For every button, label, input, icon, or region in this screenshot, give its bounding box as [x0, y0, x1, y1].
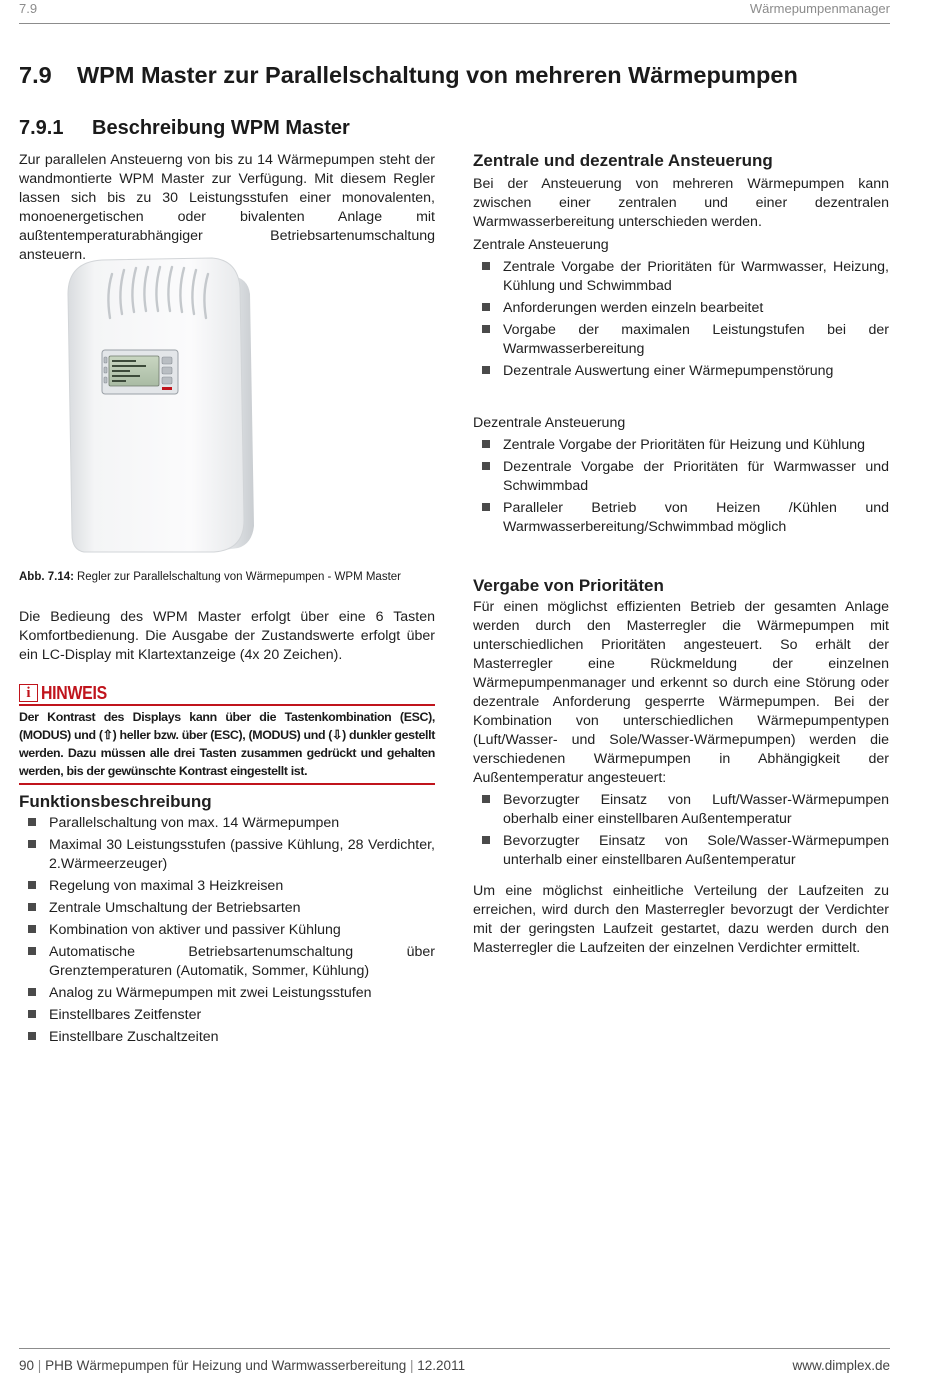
bullet-square-icon: [28, 925, 36, 933]
list-item: [19, 943, 435, 981]
function-list: [19, 814, 435, 1047]
bullet-square-icon: [482, 325, 490, 333]
list-item: [473, 362, 889, 381]
page-number: 90: [19, 1358, 35, 1373]
hint-rule-bottom: [19, 783, 435, 785]
list-item: [473, 832, 889, 870]
list-item-text: Analog zu Wärmepumpen mit zwei Leistungsstufen: [49, 985, 372, 1001]
list-item-text: Maximal 30 Leistungsstufen (passive Kühlung, 28 Verdichter, 2.Wärmeerzeuger): [49, 837, 435, 872]
decentral-block: [473, 414, 889, 540]
runtime-paragraph: Um eine möglichst einheitliche Verteilung der Laufzeiten zu erreichen, wird durch den Masterregler bevorzugt der Verdichter mit der geringsten Laufzeit gestartet, dazu werden durch den Masterregler die Laufzeiten der einzelnen Verdichter ermittelt.: [473, 883, 889, 956]
header-section: 7.9: [19, 1, 38, 16]
hint-heading: [19, 683, 435, 703]
hint-rule-top: [19, 704, 435, 706]
bullet-square-icon: [482, 366, 490, 374]
footer-left: [19, 1358, 465, 1373]
bullet-square-icon: [482, 440, 490, 448]
list-item-text: Dezentrale Vorgabe der Prioritäten für Warmwasser und Schwimmbad: [503, 459, 889, 494]
figure-caption-text: Regler zur Parallelschaltung von Wärmepumpen - WPM Master: [76, 571, 402, 583]
section-title: [19, 62, 798, 89]
list-item-text: Paralleler Betrieb von Heizen /Kühlen und Warmwasserbereitung/Schwimmbad möglich: [503, 500, 889, 535]
header-chapter: Wärmepumpenmanager: [749, 1, 890, 16]
document-date: 12.2011: [417, 1358, 466, 1373]
bullet-square-icon: [482, 503, 490, 511]
central-label: Zentrale Ansteuerung: [473, 237, 609, 253]
list-item: [473, 299, 889, 318]
document-title: PHB Wärmepumpen für Heizung und Warmwasserbereitung: [45, 1358, 407, 1373]
list-item: [19, 984, 435, 1003]
list-item-text: Anforderungen werden einzeln bearbeitet: [503, 300, 764, 316]
bullet-square-icon: [28, 988, 36, 996]
wpm-master-device-image: [62, 254, 256, 554]
intro-block: [19, 151, 435, 265]
list-item-text: Parallelschaltung von max. 14 Wärmepumpen: [49, 815, 340, 831]
bullet-square-icon: [482, 795, 490, 803]
list-item-text: Bevorzugter Einsatz von Luft/Wasser-Wärmepumpen oberhalb einer einstellbaren Außentemperatur: [503, 792, 889, 827]
function-block: [19, 792, 435, 1050]
footer-separator: |: [37, 1358, 42, 1373]
list-item-text: Automatische Betriebsartenumschaltung über Grenztemperaturen (Automatik, Sommer, Kühlung): [49, 944, 435, 979]
list-item-text: Zentrale Vorgabe der Prioritäten für Heizung und Kühlung: [503, 437, 866, 453]
control-intro: Bei der Ansteuerung von mehreren Wärmepumpen kann zwischen einer zentralen und einer dezentralen Warmwasserbereitung unterschieden werden.: [473, 176, 889, 230]
subsection-title: [19, 117, 350, 140]
list-item-text: Zentrale Umschaltung der Betriebsarten: [49, 900, 301, 916]
list-item: [19, 899, 435, 918]
runtime-block: [473, 882, 889, 958]
bullet-square-icon: [28, 1032, 36, 1040]
section-title-text: WPM Master zur Parallelschaltung von mehreren Wärmepumpen: [77, 62, 798, 88]
decentral-list: [473, 436, 889, 537]
list-item: [473, 791, 889, 829]
bullet-square-icon: [28, 818, 36, 826]
list-item-text: Bevorzugter Einsatz von Sole/Wasser-Wärmepumpen unterhalb einer einstellbaren Außentemperatur: [503, 833, 889, 868]
figure-label: Abb. 7.14:: [19, 571, 74, 583]
section-number: 7.9: [19, 62, 52, 88]
bullet-square-icon: [482, 462, 490, 470]
page-header: [19, 0, 890, 24]
list-item-text: Einstellbares Zeitfenster: [49, 1007, 202, 1023]
list-item: [19, 814, 435, 833]
bullet-square-icon: [482, 303, 490, 311]
list-item: [19, 836, 435, 874]
list-item: [19, 1006, 435, 1025]
list-item: [473, 499, 889, 537]
priority-heading: Vergabe von Prioritäten: [473, 576, 664, 595]
central-list: [473, 258, 889, 381]
hint-box: [19, 683, 435, 785]
bullet-square-icon: [28, 1010, 36, 1018]
footer-separator-2: |: [410, 1358, 414, 1373]
list-item: [473, 321, 889, 359]
info-icon: i: [19, 684, 38, 702]
bullet-square-icon: [28, 903, 36, 911]
intro-paragraph: Zur parallelen Ansteuerng von bis zu 14 Wärmepumpen steht der wandmontierte WPM Master zur Verfügung. Mit diesem Regler lassen sich bis zu 30 Leistungsstufen einer monovalenten, monoenergetischen oder bivalenten Anlage mit außtentemperaturabhängiger Betriebsartenumschaltung ansteuern.: [19, 152, 435, 263]
list-item-text: Zentrale Vorgabe der Prioritäten für Warmwasser, Heizung, Kühlung und Schwimmbad: [503, 259, 889, 294]
page-footer: [19, 1348, 890, 1375]
hint-text: Der Kontrast des Displays kann über die Tastenkombination (ESC), (MODUS) und (⇧) heller bzw. über (ESC), (MODUS) und (⇩) dunkler gestellt werden. Dazu müssen alle drei Tasten zusammen gedrückt und gehalten werden, bis der gewünschte Kontrast eingestellt ist.: [19, 710, 435, 778]
list-item: [19, 1028, 435, 1047]
priority-paragraph: Für einen möglichst effizienten Betrieb der gesamten Anlage werden durch den Masterregler die Wärmepumpen mit unterschiedlichen Prioritäten angesteuert. So erhält der Masterregler eine Rückmeldung der einzelnen Wärmepumpenmanager und erkennt so durch eine Störung oder dezentrale Anforderung gesperrte Wärmepumpen. Bei der Kombination von unterschiedlichen Wärmepumpentypen (Luft/Wasser- und Sole/Wasser-Wärmepumpen) werden die verschiedenen Wärmepumpen in Abhängigkeit der Außentemperatur angesteuert:: [473, 599, 889, 786]
list-item-text: Vorgabe der maximalen Leistungstufen bei der Warmwasserbereitung: [503, 322, 889, 357]
hint-title: HINWEIS: [41, 682, 107, 703]
list-item: [473, 258, 889, 296]
bullet-square-icon: [482, 836, 490, 844]
figure-caption: [19, 571, 401, 583]
subsection-number: 7.9.1: [19, 117, 64, 139]
list-item: [473, 436, 889, 455]
list-item-text: Einstellbare Zuschaltzeiten: [49, 1029, 219, 1045]
control-block: [473, 151, 889, 384]
bullet-square-icon: [28, 947, 36, 955]
list-item-text: Kombination von aktiver und passiver Kühlung: [49, 922, 341, 938]
control-heading: Zentrale und dezentrale Ansteuerung: [473, 151, 773, 170]
list-item: [19, 921, 435, 940]
subsection-title-text: Beschreibung WPM Master: [92, 117, 350, 139]
function-heading: Funktionsbeschreibung: [19, 792, 212, 811]
footer-url[interactable]: www.dimplex.de: [792, 1358, 890, 1373]
priority-list: [473, 791, 889, 870]
list-item-text: Regelung von maximal 3 Heizkreisen: [49, 878, 284, 894]
bullet-square-icon: [28, 840, 36, 848]
bullet-square-icon: [482, 262, 490, 270]
operation-paragraph: Die Bedieung des WPM Master erfolgt über eine 6 Tasten Komfortbedienung. Die Ausgabe der Zustandswerte erfolgt über ein LC-Display mit Klartextanzeige (4x 20 Zeichen).: [19, 609, 435, 663]
list-item: [19, 877, 435, 896]
priority-block: [473, 576, 889, 873]
operation-block: [19, 608, 435, 665]
list-item-text: Dezentrale Auswertung einer Wärmepumpenstörung: [503, 363, 834, 379]
decentral-label: Dezentrale Ansteuerung: [473, 415, 626, 431]
bullet-square-icon: [28, 881, 36, 889]
list-item: [473, 458, 889, 496]
